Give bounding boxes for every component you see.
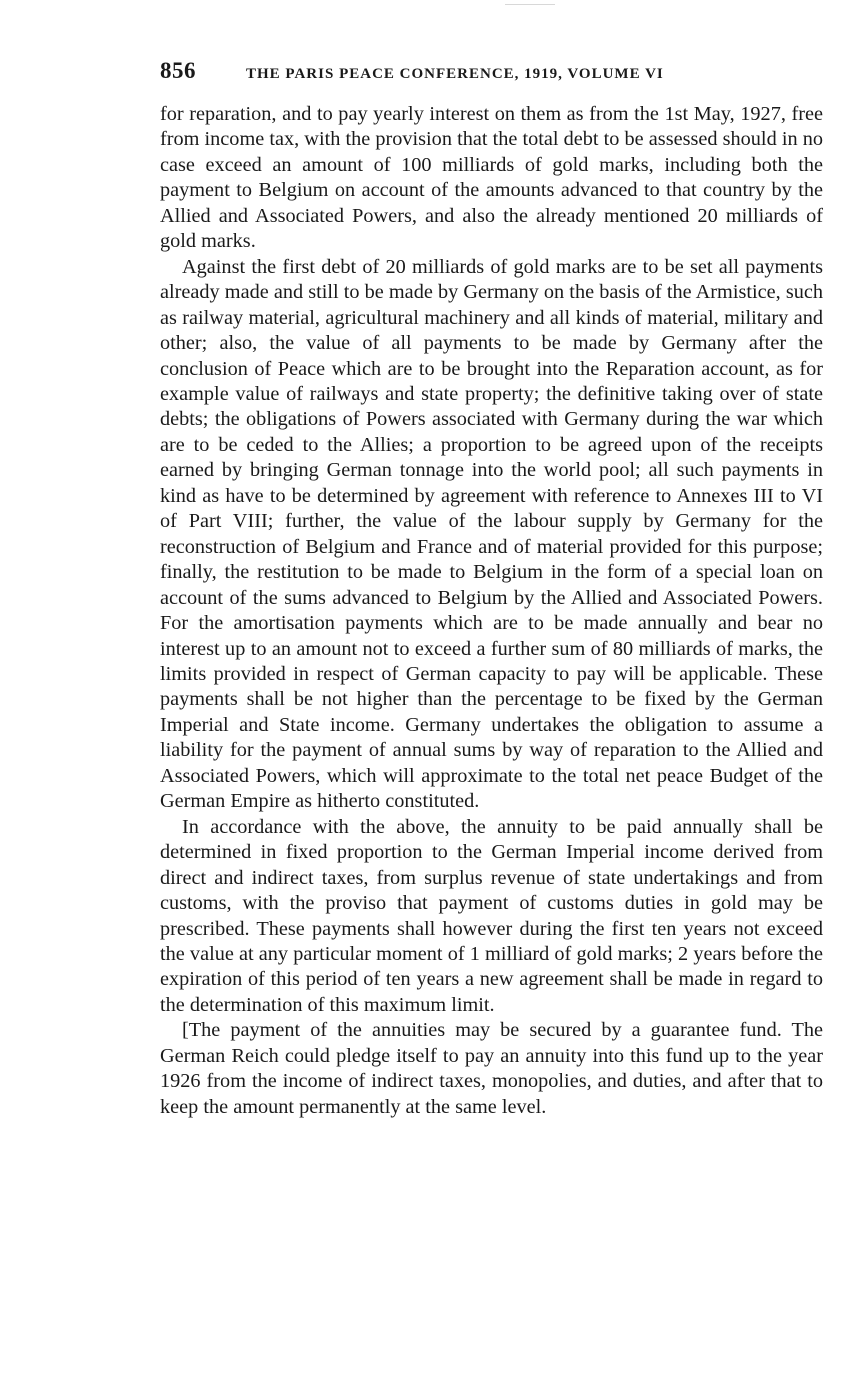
paragraph-guarantee-fund: [The payment of the annuities may be secured by a guarantee fund. The German Reich could pledge itself to pay an annuity into this fund up to the year 1926 from the income of indirect taxes, monopolies, and duties, and after that to keep the amount permanently at the same level. <box>160 1019 823 1118</box>
running-title: THE PARIS PEACE CONFERENCE, 1919, VOLUME VI <box>246 66 664 82</box>
running-header <box>160 58 823 98</box>
page-number: 856 <box>160 58 196 83</box>
body-text <box>160 102 823 1120</box>
paragraph-annuity: In accordance with the above, the annuity to be paid annually shall be determined in fixed proportion to the German Imperial income derived from direct and indirect taxes, from surplus revenue of state undertakings and from customs, with the proviso that payment of customs duties in gold may be prescribed. These payments shall however during the first ten years not exceed the value at any particular moment of 1 milliard of gold marks; 2 years before the expiration of this period of ten years a new agreement shall be made in regard to the determination of this maximum limit. <box>160 815 823 1016</box>
paragraph-continuation: for reparation, and to pay yearly interest on them as from the 1st May, 1927, free from income tax, with the provision that the total debt to be assessed should in no case exceed an amount of 100 milliards of gold marks, including both the payment to Belgium on account of the amounts advanced to that country by the Allied and Associated Powers, and also the already mentioned 20 milliards of gold marks. <box>160 103 823 253</box>
paragraph-first-debt: Against the first debt of 20 milliards of gold marks are to be set all payments already made and still to be made by Germany on the basis of the Armistice, such as railway material, agricultural machinery and all kinds of material, military and other; also, the value of all payments to be made by Germany after the conclusion of Peace which are to be brought into the Reparation account, as for example value of railways and state property; the definitive taking over of state debts; the obligations of Powers associated with Germany during the war which are to be ceded to the Allies; a proportion to be agreed upon of the receipts earned by bringing German tonnage into the world pool; all such payments in kind as have to be determined by agreement with reference to Annexes III to VI of Part VIII; further, the value of the labour supply by Germany for the reconstruction of Belgium and France and of material provided for this purpose; finally, the restitution to be made to Belgium in the form of a special loan on account of the sums advanced to Belgium by the Allied and Associated Powers. For the amortisation payments which are to be made annually and bear no interest up to an amount not to exceed a further sum of 80 milliards of marks, the limits provided in respect of German capacity to pay will be applicable. These payments shall be not higher than the percentage to be fixed by the German Imperial and State income. Germany undertakes the obligation to assume a liability for the payment of annual sums by way of reparation to the Allied and Associated Powers, which will approximate to the total net peace Budget of the German Empire as hitherto constituted. <box>160 255 823 813</box>
scan-mark-top <box>505 4 555 5</box>
book-page <box>160 58 823 1120</box>
